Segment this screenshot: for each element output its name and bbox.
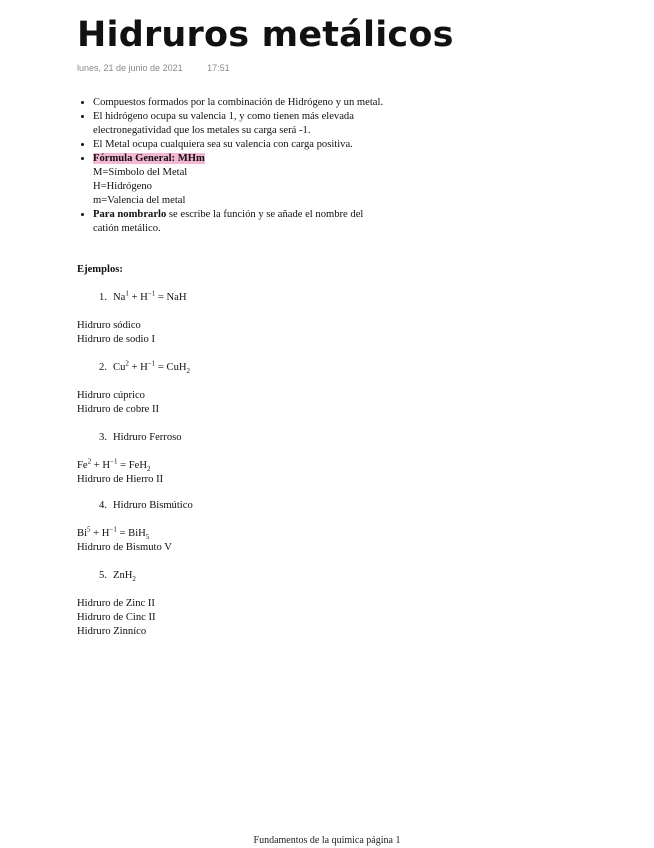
example-2-name-1: Hidruro cúprico	[77, 390, 145, 401]
example-3-name-1: Hidruro de Hierro II	[77, 474, 164, 485]
formula-sup: −1	[147, 289, 156, 298]
example-5-name-2: Hidruro de Cinc II	[77, 612, 156, 623]
page-title: Hidruros metálicos	[77, 15, 454, 55]
highlighted-formula: Fórmula General: MHm	[93, 153, 205, 164]
example-4-formula	[77, 527, 149, 541]
bullet-item	[93, 96, 473, 110]
bullet-item	[93, 110, 473, 138]
bullet-item	[93, 138, 473, 152]
formula-part: Cu	[113, 362, 126, 373]
page-timestamp	[77, 63, 230, 73]
formula-part: = FeH	[117, 460, 147, 471]
bullet-list	[77, 96, 473, 236]
formula-sub: 2	[186, 367, 191, 376]
example-number: 4.	[99, 500, 107, 511]
example-number: 2.	[99, 362, 107, 373]
formula-part: = BiH	[116, 528, 146, 539]
bullet-text: M=Símbolo del Metal	[93, 167, 188, 178]
bullet-item	[93, 208, 473, 236]
example-number: 1.	[99, 292, 107, 303]
bullet-text: electronegatividad que los metales su carga será -1.	[93, 125, 311, 136]
bullet-text: El hidrógeno ocupa su valencia 1, y como tienen más elevada	[93, 111, 354, 122]
example-5-name-1: Hidruro de Zinc II	[77, 598, 155, 609]
example-1-name-1: Hidruro sódico	[77, 320, 141, 331]
example-3-formula	[77, 459, 150, 473]
formula-sub: 5	[145, 533, 150, 542]
formula-part: = CuH	[155, 362, 187, 373]
example-2-name-2: Hidruro de cobre II	[77, 404, 160, 415]
bullet-item	[93, 152, 473, 208]
formula-part: Na	[113, 292, 126, 303]
formula-part: + H	[90, 528, 110, 539]
bullet-text: H=Hidrógeno	[93, 181, 152, 192]
example-5-name-3: Hidruro Zinníco	[77, 626, 147, 637]
example-2-formula	[77, 361, 190, 375]
example-number: 5.	[99, 570, 107, 581]
bullet-text: se escribe la función y se añade el nombre del	[166, 209, 364, 220]
formula-part: = NaH	[155, 292, 187, 303]
formula-part: Fe	[77, 460, 88, 471]
bullet-text: m=Valencia del metal	[93, 195, 186, 206]
example-3-label	[77, 431, 182, 445]
example-4-label	[77, 499, 193, 513]
page-date: lunes, 21 de junio de 2021	[77, 63, 183, 73]
formula-sup: 2	[87, 457, 92, 466]
example-4-name-1: Hidruro de Bismuto V	[77, 542, 172, 553]
bullet-text: Compuestos formados por la combinación de Hidrógeno y un metal.	[93, 97, 384, 108]
formula-sup: 1	[125, 289, 129, 298]
formula-sup: 2	[125, 359, 129, 368]
bullet-text: El Metal ocupa cualquiera sea su valencia con carga positiva.	[93, 139, 353, 150]
formula-sup: 5	[87, 525, 91, 534]
formula-part: + H	[128, 362, 148, 373]
example-1-formula	[77, 291, 187, 305]
example-label: Hidruro Bismútico	[113, 500, 193, 511]
example-1-name-2: Hidruro de sodio I	[77, 334, 155, 345]
formula-sup: −1	[110, 457, 118, 466]
formula-part: Bi	[77, 528, 88, 539]
page-footer: Fundamentos de la química página 1	[253, 835, 401, 846]
bullet-text: catión metálico.	[93, 223, 161, 234]
formula-part: + H	[91, 460, 111, 471]
formula-sub: 2	[132, 575, 136, 584]
formula-sub: 2	[146, 465, 151, 474]
example-number: 3.	[99, 432, 107, 443]
example-label: Hidruro Ferroso	[113, 432, 182, 443]
example-5-formula	[77, 569, 136, 583]
bullet-bold-text: Para nombrarlo	[93, 209, 167, 220]
examples-heading: Ejemplos:	[77, 264, 123, 275]
formula-part: ZnH	[113, 570, 133, 581]
formula-sup: −1	[147, 359, 156, 368]
formula-sup: −1	[109, 525, 117, 534]
formula-part: + H	[128, 292, 148, 303]
page-time: 17:51	[207, 63, 230, 73]
